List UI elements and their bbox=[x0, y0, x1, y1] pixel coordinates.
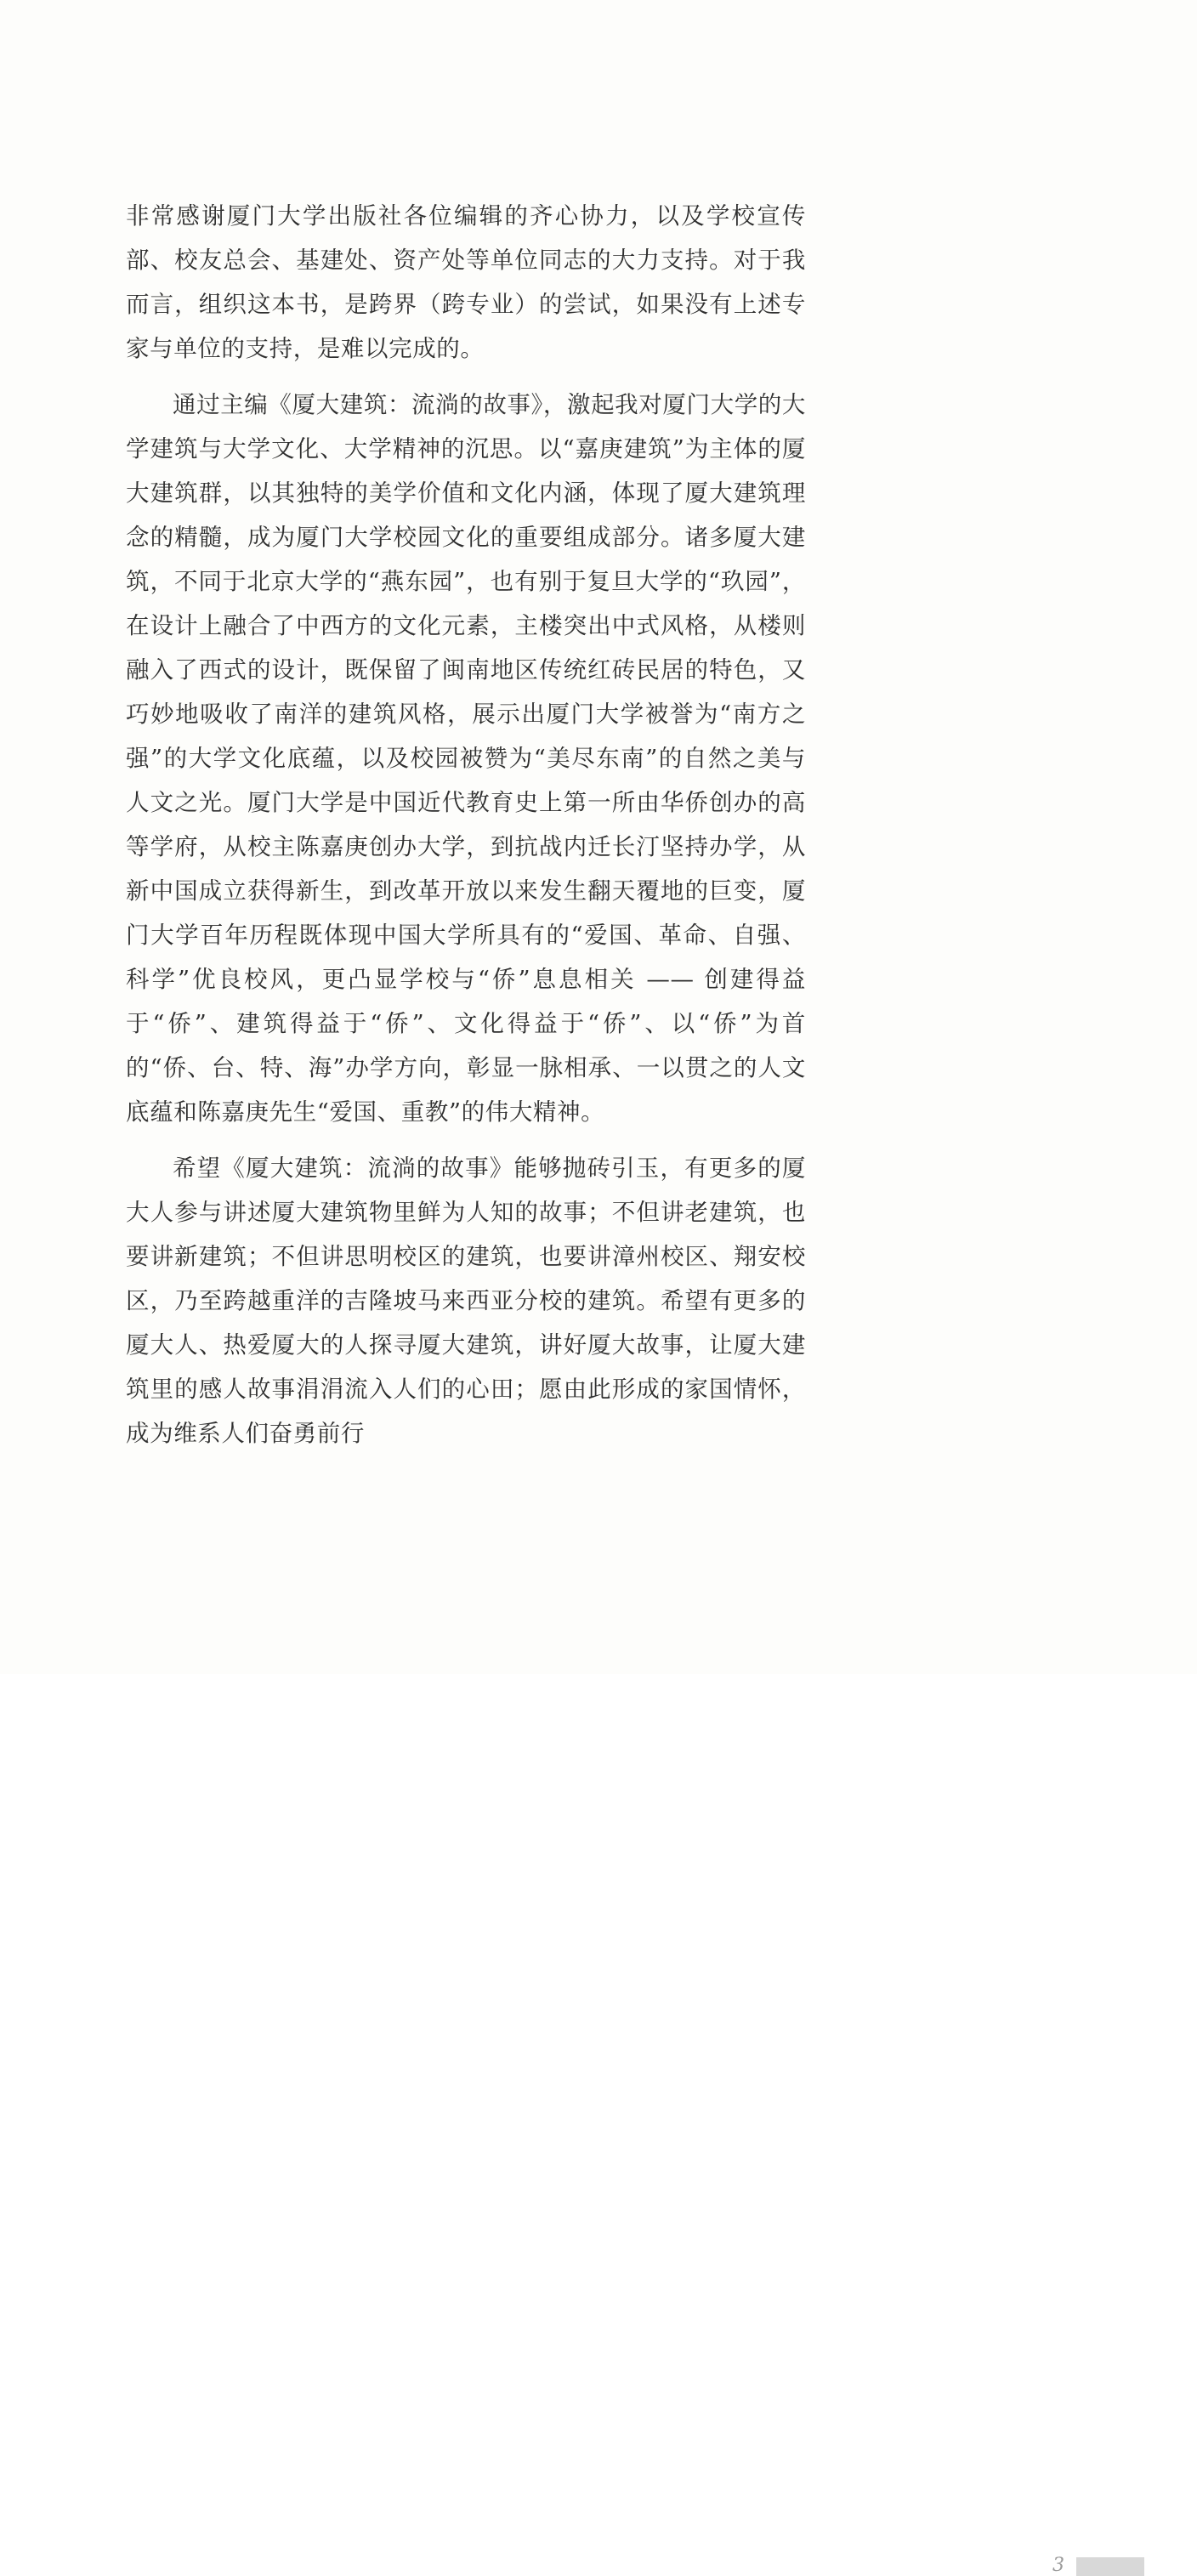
paragraph-2: 通过主编《厦大建筑：流淌的故事》，激起我对厦门大学的大学建筑与大学文化、大学精神的沉思。以“嘉庚建筑”为主体的厦大建筑群，以其独特的美学价值和文化内涵，体现了厦大建筑理念的精髓，成为厦门大学校园文化的重要组成部分。诸多厦大建筑，不同于北京大学的“燕东园”，也有别于复旦大学的“玖园”，在设计上融合了中西方的文化元素，主楼突出中式风格，从楼则融入了西式的设计，既保留了闽南地区传统红砖民居的特色，又巧妙地吸收了南洋的建筑风格，展示出厦门大学被誉为“南方之强”的大学文化底蕴，以及校园被赞为“美尽东南”的自然之美与人文之光。厦门大学是中国近代教育史上第一所由华侨创办的高等学府，从校主陈嘉庚创办大学，到抗战内迁长汀坚持办学，从新中国成立获得新生，到改革开放以来发生翻天覆地的巨变，厦门大学百年历程既体现中国大学所具有的“爱国、革命、自强、科学”优良校风，更凸显学校与“侨”息息相关 —— 创建得益于“侨”、建筑得益于“侨”、文化得益于“侨”、以“侨”为首的“侨、台、特、海”办学方向，彰显一脉相承、一以贯之的人文底蕴和陈嘉庚先生“爱国、重教”的伟大精神。 bbox=[126, 391, 806, 1126]
page-number: 3 bbox=[1052, 2555, 1064, 2576]
page-body bbox=[126, 194, 806, 1455]
paragraph-1: 非常感谢厦门大学出版社各位编辑的齐心协力，以及学校宣传部、校友总会、基建处、资产处等单位同志的大力支持。对于我而言，组织这本书，是跨界（跨专业）的尝试，如果没有上述专家与单位的支持，是难以完成的。 bbox=[126, 202, 806, 362]
footer-decoration-bar bbox=[1076, 2557, 1144, 2576]
paragraph-3: 希望《厦大建筑：流淌的故事》能够抛砖引玉，有更多的厦大人参与讲述厦大建筑物里鲜为人知的故事；不但讲老建筑，也要讲新建筑；不但讲思明校区的建筑，也要讲漳州校区、翔安校区，乃至跨越重洋的吉隆坡马来西亚分校的建筑。希望有更多的厦大人、热爱厦大的人探寻厦大建筑，讲好厦大故事，让厦大建筑里的感人故事涓涓流入人们的心田；愿由此形成的家国情怀，成为维系人们奋勇前行 bbox=[126, 1155, 806, 1447]
